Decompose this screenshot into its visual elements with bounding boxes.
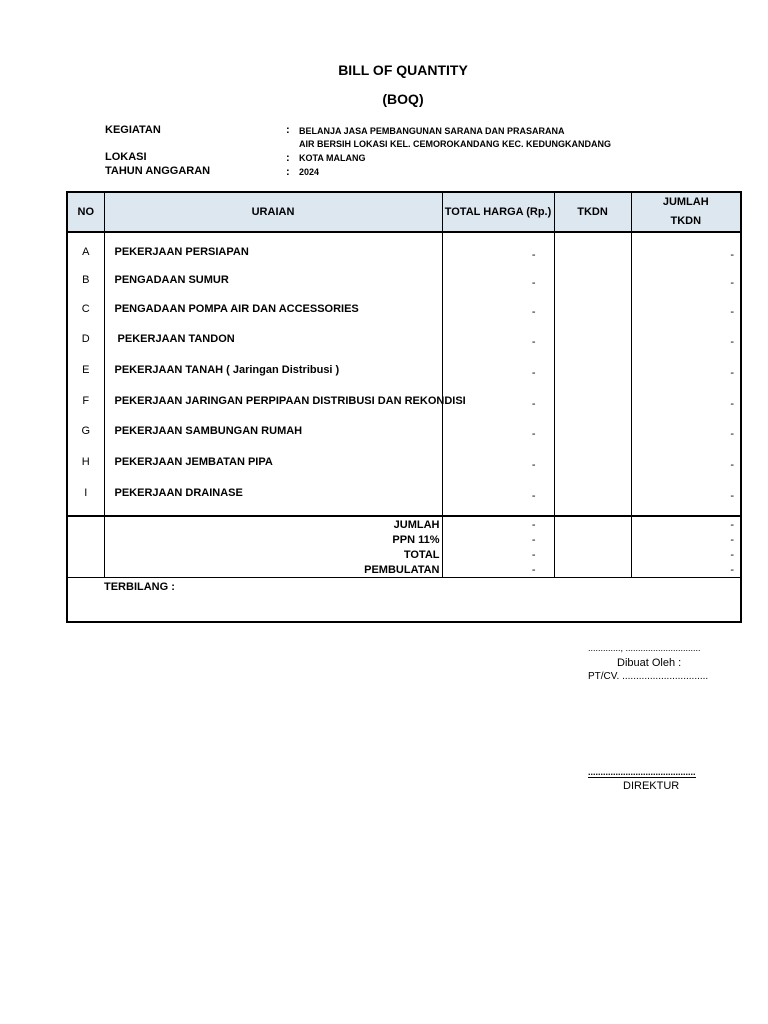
- row-tkdn: [554, 238, 631, 266]
- row-total-harga: -: [442, 416, 554, 446]
- row-jumlah-tkdn: -: [730, 336, 734, 348]
- table-row: [67, 477, 741, 508]
- header-jumlah-line1: JUMLAH: [662, 196, 709, 208]
- table-header-row: [67, 192, 741, 232]
- row-total-harga: -: [442, 477, 554, 508]
- row-tkdn: [554, 323, 631, 355]
- header-jumlah-line2: TKDN: [670, 215, 702, 227]
- row-no: D: [67, 323, 104, 355]
- terbilang-row: [67, 578, 741, 623]
- document-subtitle: (BOQ): [382, 91, 424, 107]
- row-uraian: PEKERJAAN JARINGAN PERPIPAAN DISTRIBUSI DAN REKONDISI: [104, 385, 442, 416]
- row-total-harga: -: [442, 266, 554, 294]
- row-no: A: [67, 238, 104, 266]
- spacer-row: [67, 508, 741, 516]
- row-total-harga: -: [442, 446, 554, 477]
- row-jumlah-tkdn: -: [730, 397, 734, 410]
- summary-row: [67, 547, 741, 562]
- summary-label: PEMBULATAN: [104, 562, 442, 578]
- row-uraian: PENGADAAN POMPA AIR DAN ACCESSORIES: [104, 294, 442, 323]
- table-row: [67, 238, 741, 266]
- table-row: [67, 323, 741, 355]
- summary-label: JUMLAH: [104, 516, 442, 532]
- row-no: H: [67, 446, 104, 477]
- header-no: NO: [67, 192, 104, 232]
- summary-total: -: [442, 562, 554, 578]
- summary-no-cell: [67, 547, 104, 562]
- summary-total: -: [442, 516, 554, 532]
- row-no: G: [67, 416, 104, 446]
- tahun-label: TAHUN ANGGARAN: [105, 165, 211, 177]
- header-tkdn: TKDN: [554, 192, 631, 232]
- summary-label: TOTAL: [104, 547, 442, 562]
- header-total-harga: TOTAL HARGA (Rp.): [442, 192, 554, 232]
- terbilang-label: TERBILANG :: [104, 578, 741, 623]
- tahun-colon: :: [286, 166, 290, 178]
- summary-no-cell: [67, 532, 104, 547]
- row-no: B: [67, 266, 104, 294]
- table-row: [67, 266, 741, 294]
- row-no: E: [67, 355, 104, 385]
- kegiatan-label: KEGIATAN: [105, 124, 161, 136]
- row-tkdn: [554, 266, 631, 294]
- row-jumlah-tkdn: -: [730, 277, 734, 289]
- summary-tkdn: [554, 532, 631, 547]
- item-rows: [67, 238, 741, 516]
- lokasi-colon: :: [286, 152, 290, 164]
- summary-total: -: [442, 547, 554, 562]
- summary-label: PPN 11%: [104, 532, 442, 547]
- row-total-harga: -: [442, 323, 554, 355]
- row-jumlah-tkdn: -: [730, 305, 734, 318]
- summary-total: -: [442, 532, 554, 547]
- row-jumlah-tkdn: -: [730, 249, 734, 261]
- row-no: I: [67, 477, 104, 508]
- row-no: F: [67, 385, 104, 416]
- table-row: [67, 446, 741, 477]
- row-tkdn: [554, 294, 631, 323]
- signatory-name-line: ...........................................: [588, 767, 696, 777]
- table-row: [67, 294, 741, 323]
- row-jumlah-tkdn: -: [730, 428, 734, 440]
- summary-jumlah-tkdn: -: [730, 548, 734, 561]
- summary-tkdn: [554, 547, 631, 562]
- summary-no-cell: [67, 516, 104, 532]
- row-jumlah-tkdn: -: [730, 458, 734, 471]
- table-row: [67, 416, 741, 446]
- row-jumlah-tkdn: -: [730, 367, 734, 379]
- table-row: [67, 385, 741, 416]
- row-total-harga: -: [442, 294, 554, 323]
- summary-row: [67, 562, 741, 578]
- row-total-harga: -: [442, 238, 554, 266]
- summary-row: [67, 516, 741, 532]
- summary-jumlah-tkdn: -: [730, 563, 734, 576]
- summary-tkdn: [554, 562, 631, 578]
- summary-row: [67, 532, 741, 547]
- lokasi-label: LOKASI: [105, 151, 147, 163]
- kegiatan-value-line1: BELANJA JASA PEMBANGUNAN SARANA DAN PRASARANA: [299, 126, 565, 136]
- row-jumlah-tkdn: -: [730, 489, 734, 502]
- company-line: PT/CV. ...............................: [588, 671, 709, 682]
- row-uraian: PENGADAAN SUMUR: [104, 266, 442, 294]
- table-row: [67, 355, 741, 385]
- document-title: BILL OF QUANTITY: [338, 62, 468, 78]
- row-tkdn: [554, 355, 631, 385]
- row-total-harga: -: [442, 385, 554, 416]
- kegiatan-colon: :: [286, 124, 290, 136]
- summary-jumlah-tkdn: -: [631, 516, 741, 532]
- summary-tkdn: [554, 516, 631, 532]
- row-uraian: PEKERJAAN JEMBATAN PIPA: [104, 446, 442, 477]
- boq-table: [66, 191, 742, 623]
- direktur-label: DIREKTUR: [623, 780, 680, 792]
- summary-rows: [67, 516, 741, 578]
- lokasi-value: KOTA MALANG: [299, 153, 366, 163]
- summary-jumlah-tkdn: -: [730, 533, 734, 546]
- row-no: C: [67, 294, 104, 323]
- row-tkdn: [554, 416, 631, 446]
- dibuat-oleh-label: Dibuat Oleh :: [617, 657, 682, 669]
- row-uraian: PEKERJAAN PERSIAPAN: [104, 238, 442, 266]
- kegiatan-value-line2: AIR BERSIH LOKASI KEL. CEMOROKANDANG KEC. KEDUNGKANDANG: [299, 139, 612, 149]
- row-tkdn: [554, 446, 631, 477]
- row-total-harga: -: [442, 355, 554, 385]
- header-jumlah-tkdn: [631, 192, 741, 232]
- row-tkdn: [554, 477, 631, 508]
- row-uraian: PEKERJAAN SAMBUNGAN RUMAH: [104, 416, 442, 446]
- row-uraian: PEKERJAAN TANDON: [104, 323, 442, 355]
- tahun-value: 2024: [299, 167, 320, 177]
- place-date-line: ............., ..............................: [588, 643, 701, 653]
- row-tkdn: [554, 385, 631, 416]
- row-uraian: PEKERJAAN TANAH ( Jaringan Distribusi ): [104, 355, 442, 385]
- header-uraian: URAIAN: [104, 192, 442, 232]
- row-uraian: PEKERJAAN DRAINASE: [104, 477, 442, 508]
- summary-no-cell: [67, 562, 104, 578]
